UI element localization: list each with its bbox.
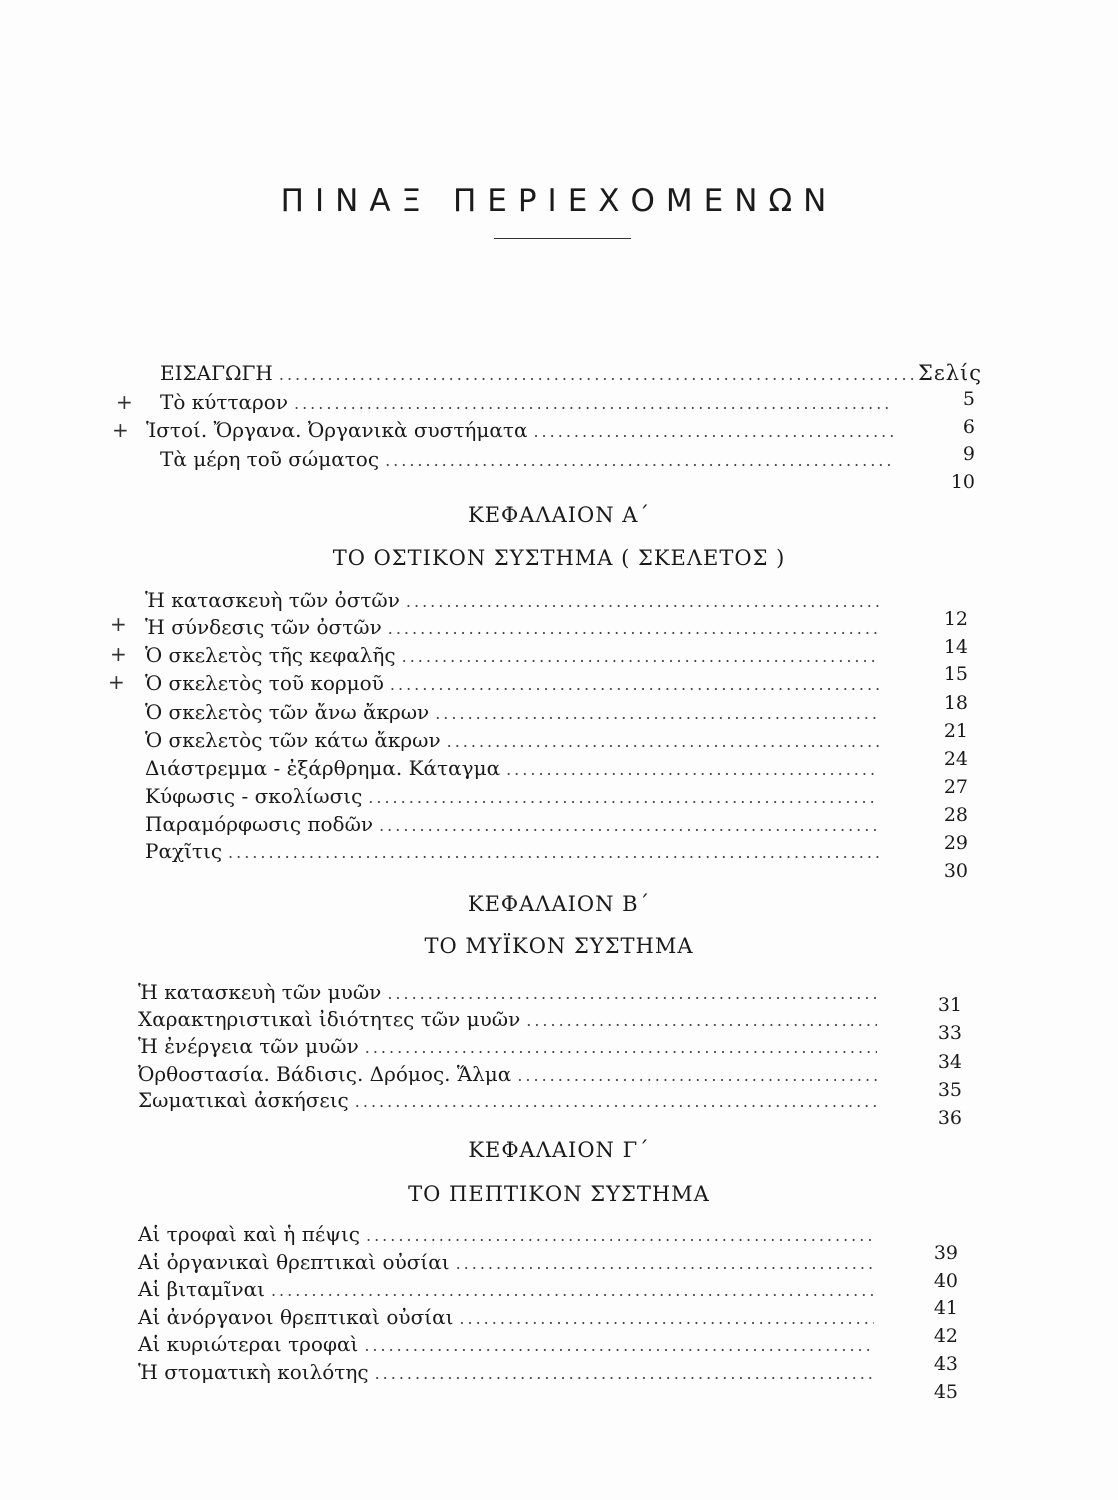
chapter-title: ΤΟ ΠΕΠΤΙΚΟΝ ΣΥΣΤΗΜΑ bbox=[408, 1182, 710, 1206]
page-column-label: Σελίς bbox=[918, 361, 983, 385]
toc-entry: Τὰ μέρη τοῦ σώματος ..... bbox=[160, 447, 900, 471]
page-number: 33 bbox=[937, 1022, 962, 1044]
toc-entry: Ἡ στοματικὴ κοιλότης ..... bbox=[138, 1360, 880, 1384]
toc-entry: Ὁ σκελετὸς τῶν κάτω ἄκρων ..... bbox=[145, 728, 885, 752]
page-number: 42 bbox=[933, 1325, 958, 1347]
title-underline bbox=[494, 238, 631, 239]
intro-heading-row bbox=[160, 361, 920, 385]
chapter-label: ΚΕΦΑΛΑΙΟΝ Γ΄ bbox=[468, 1138, 650, 1162]
margin-mark: + bbox=[110, 612, 127, 636]
toc-entry: Σωματικαὶ ἀσκήσεις ..... bbox=[138, 1088, 883, 1112]
page-number: 29 bbox=[943, 832, 968, 854]
toc-entry: Αἱ βιταμῖναι ..... bbox=[138, 1277, 880, 1301]
page-number: 43 bbox=[933, 1353, 958, 1375]
page-number: 10 bbox=[950, 471, 975, 493]
margin-mark: + bbox=[108, 670, 125, 694]
toc-entry: Διάστρεμμα - ἐξάρθρημα. Κάταγμα ..... bbox=[145, 756, 885, 780]
page-number: 30 bbox=[943, 860, 968, 882]
toc-entry: Ὁ σκελετὸς τῆς κεφαλῆς ..... bbox=[145, 643, 885, 667]
toc-entry: Ἡ ἐνέργεια τῶν μυῶν ..... bbox=[138, 1034, 883, 1058]
page-number: 35 bbox=[937, 1079, 962, 1101]
page-number: 41 bbox=[933, 1297, 958, 1319]
toc-entry: Τὸ κύτταρον ..... bbox=[160, 390, 900, 414]
toc-entry: Αἱ ἀνόργανοι θρεπτικαὶ οὐσίαι ..... bbox=[138, 1305, 880, 1329]
page-number: 40 bbox=[933, 1270, 958, 1292]
page-number: 31 bbox=[937, 994, 962, 1016]
chapter-title: ΤΟ ΜΥΪΚΟΝ ΣΥΣΤΗΜΑ bbox=[424, 934, 694, 958]
page-number: 14 bbox=[943, 636, 968, 658]
toc-entry: Παραμόρφωσις ποδῶν ..... bbox=[145, 812, 885, 836]
page-number: 28 bbox=[943, 804, 968, 826]
page-number: 9 bbox=[962, 443, 975, 465]
leader-dots bbox=[279, 365, 914, 384]
toc-entry: Ὀρθοστασία. Βάδισις. Δρόμος. Ἅλμα ..... bbox=[138, 1062, 883, 1086]
chapter-title: ΤΟ ΟΣΤΙΚΟΝ ΣΥΣΤΗΜΑ ( ΣΚΕΛΕΤΟΣ ) bbox=[332, 546, 786, 570]
toc-entry: Ἡ κατασκευὴ τῶν ὀστῶν ..... bbox=[145, 588, 885, 612]
toc-entry: Χαρακτηριστικαὶ ἰδιότητες τῶν μυῶν ..... bbox=[138, 1007, 883, 1031]
page-number: 24 bbox=[943, 748, 968, 770]
page-number: 36 bbox=[937, 1107, 962, 1129]
page-number: 34 bbox=[937, 1051, 962, 1073]
toc-entry: Ραχῖτις ..... bbox=[145, 839, 885, 863]
page-number: 21 bbox=[943, 720, 968, 742]
page-number: 6 bbox=[962, 416, 975, 438]
page-number: 12 bbox=[943, 608, 968, 630]
toc-entry: Κύφωσις - σκολίωσις ..... bbox=[145, 784, 885, 808]
chapter-label: ΚΕΦΑΛΑΙΟΝ Β΄ bbox=[467, 892, 651, 916]
page-number: 18 bbox=[943, 692, 968, 714]
toc-entry: Αἱ τροφαὶ καὶ ἡ πέψις ..... bbox=[138, 1222, 880, 1246]
toc-entry: Αἱ κυριώτεραι τροφαὶ ..... bbox=[138, 1332, 880, 1356]
toc-entry: Ἡ σύνδεσις τῶν ὀστῶν ..... bbox=[145, 615, 885, 639]
toc-entry: Αἱ ὀργανικαὶ θρεπτικαὶ οὐσίαι ..... bbox=[138, 1250, 880, 1274]
margin-mark: + bbox=[112, 418, 129, 442]
chapter-label: ΚΕΦΑΛΑΙΟΝ Α΄ bbox=[468, 503, 650, 527]
toc-entry: Ὁ σκελετὸς τῶν ἄνω ἄκρων ..... bbox=[145, 700, 885, 724]
intro-heading: ΕΙΣΑΓΩΓΗ bbox=[160, 361, 273, 385]
margin-mark: + bbox=[116, 390, 133, 414]
page-title: ΠΙΝΑΞ ΠΕΡΙΕΧΟΜΕΝΩΝ bbox=[280, 183, 838, 219]
page-number: 27 bbox=[943, 776, 968, 798]
page-number: 45 bbox=[933, 1381, 958, 1403]
toc-entry: Ἡ κατασκευὴ τῶν μυῶν ..... bbox=[138, 980, 883, 1004]
page-number: 39 bbox=[933, 1242, 958, 1264]
page-number: 15 bbox=[943, 663, 968, 685]
toc-entry: Ἱστοί. Ὄργανα. Ὀργανικὰ συστήματα ..... bbox=[146, 418, 900, 442]
page-number: 5 bbox=[962, 388, 975, 410]
margin-mark: + bbox=[110, 642, 127, 666]
toc-entry: Ὁ σκελετὸς τοῦ κορμοῦ ..... bbox=[145, 671, 885, 695]
